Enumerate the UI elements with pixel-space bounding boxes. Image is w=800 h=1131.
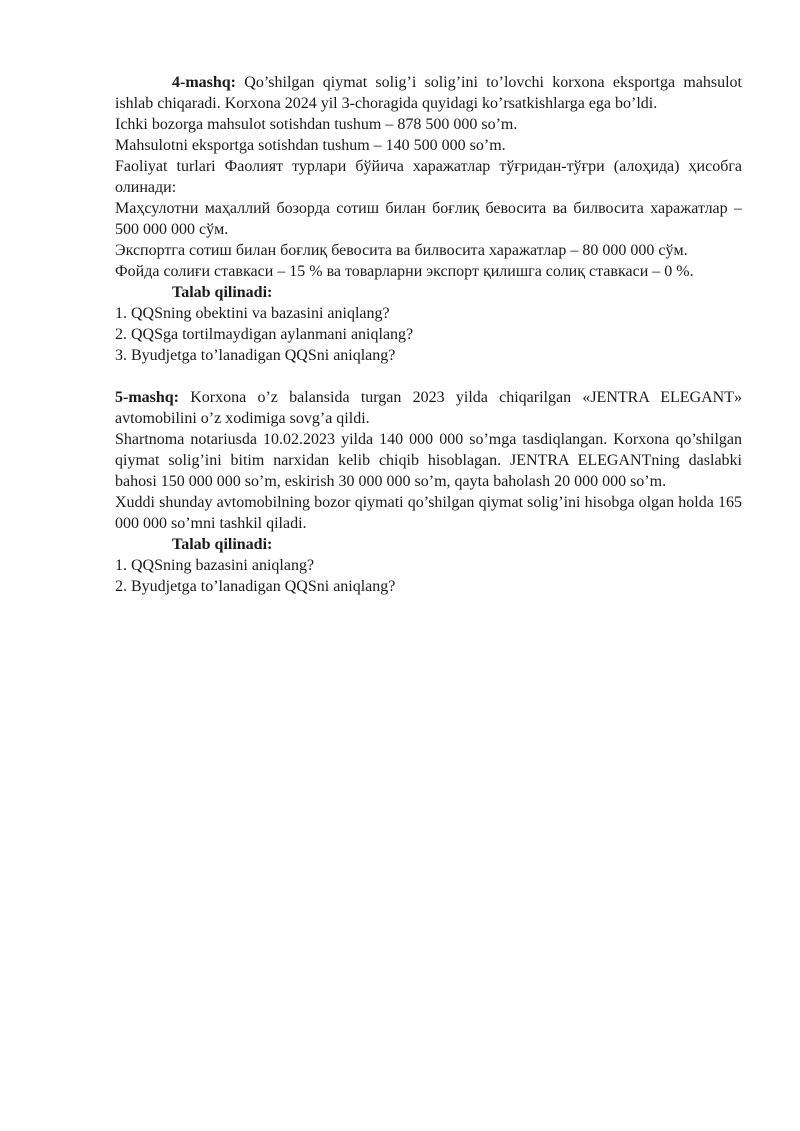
exercise-4-task-2: 2. QQSga tortilmaydigan aylanmani aniqlang? — [115, 326, 414, 343]
document-body — [115, 72, 742, 597]
section-spacer — [115, 366, 742, 387]
exercise-4-task-3: 3. Byudjetga to’lanadigan QQSni aniqlang? — [115, 347, 396, 364]
exercise-4-line-2: Mahsulotni eksportga sotishdan tushum – 140 500 000 so’m. — [115, 137, 506, 154]
exercise-5 — [115, 387, 742, 597]
exercise-4-line-4: Маҳсулотни маҳаллий бозорда сотиш билан боғлиқ бевосита ва билвосита харажатлар – 500 000 000 сўм. — [115, 200, 742, 238]
exercise-4-label: 4-mashq: — [172, 74, 237, 91]
exercise-5-intro-text: Korxona o’z balansida turgan 2023 yilda chiqarilgan «JENTRA ELEGANT» avtomobilini o’z xodimiga sovg’a qildi. — [115, 389, 742, 427]
exercise-4-intro-text: Qo’shilgan qiymat solig’i solig’ini to’lovchi korxona eksportga mahsulot ishlab chiqaradi. Korxona 2024 yil 3-choragida quyidagi ko’rsatkishlarga ega bo’ldi. — [115, 74, 742, 112]
exercise-4 — [115, 72, 742, 366]
exercise-4-task-1: 1. QQSning obektini va bazasini aniqlang? — [115, 305, 390, 322]
exercise-4-line-1: Ichki bozorga mahsulot sotishdan tushum – 878 500 000 so’m. — [115, 116, 518, 133]
exercise-5-paragraph-3: Xuddi shunday avtomobilning bozor qiymati qo’shilgan qiymat solig’ini hisobga olgan holda 165 000 000 so’mni tashkil qiladi. — [115, 494, 742, 532]
exercise-4-line-6: Фойда солиғи ставкаси – 15 % ва товарларни экспорт қилишга солиқ ставкаси – 0 %. — [115, 263, 694, 280]
exercise-5-task-1: 1. QQSning bazasini aniqlang? — [115, 557, 315, 574]
exercise-4-intro — [115, 72, 742, 114]
exercise-5-intro — [115, 387, 742, 429]
exercise-5-task-2: 2. Byudjetga to’lanadigan QQSni aniqlang? — [115, 578, 396, 595]
exercise-5-label: 5-mashq: — [115, 389, 180, 406]
exercise-5-paragraph-2: Shartnoma notariusda 10.02.2023 yilda 140 000 000 so’mga tasdiqlangan. Korxona qo’shilgan qiymat solig’ini bitim narxidan kelib chiqib hisoblagan. JENTRA ELEGANTning daslabki bahosi 150 000 000 so’m, eskirish 30 000 000 so’m, qayta baholash 20 000 000 so’m. — [115, 431, 742, 490]
exercise-5-task-heading: Talab qilinadi: — [172, 536, 273, 553]
exercise-4-line-5: Экспортга сотиш билан боғлиқ бевосита ва билвосита харажатлар – 80 000 000 сўм. — [115, 242, 688, 259]
exercise-4-task-heading: Talab qilinadi: — [172, 284, 273, 301]
exercise-4-line-3: Faoliyat turlari Фаолият турлари бўйича харажатлар тўғридан-тўғри (алоҳида) ҳисобга олинади: — [115, 158, 742, 196]
